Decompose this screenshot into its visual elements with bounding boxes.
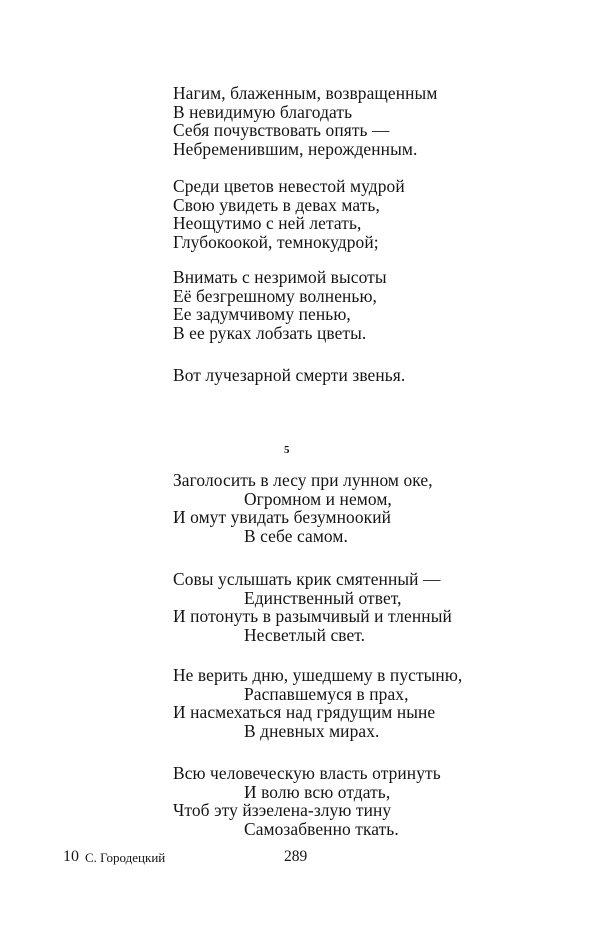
poem-line: Всю человеческую власть отринуть [173,763,441,783]
poem-line: Самозабвенно ткать. [244,818,399,839]
section-number: 5 [284,444,290,456]
poem-line: Совы услышать крик смятенный — [173,569,441,589]
poem-line: В ее руках лобзать цветы. [173,322,367,343]
poem-line: Небременившим, нерожденным. [173,138,418,159]
page-footer [0,848,600,872]
poem-line: Глубокоокой, темнокудрой; [173,231,379,252]
signature-number: 10 [63,848,79,865]
poem-line: Вот лучезарной смерти звенья. [173,365,406,385]
poem-line: Чтоб эту йзэелена-злую тину [173,800,392,821]
stanza [173,366,405,385]
poem-line: В дневных мирах. [244,720,380,741]
poem-line: Несветлый свет. [244,624,366,645]
poem-line: И волю всю отдать, [244,781,391,802]
poem-line: И омут увидать безумноокий [173,507,392,528]
poem-line: В себе самом. [244,525,348,546]
poem-line: Внимать с незримой высоты [173,267,387,287]
stanza [173,471,433,545]
poem-line: Себя почувствовать опять — [173,120,390,141]
poem-line: Нагим, блаженным, возвращенным [173,83,438,103]
page-number: 289 [284,848,308,865]
stanza [173,666,462,740]
signature-name: С. Городецкий [85,850,166,865]
poem-line: И насмехаться над грядущим ныне [173,702,436,723]
stanza [173,268,387,342]
poem-line: Распавшемуся в прах, [244,683,409,704]
poem-line: В невидимую благодать [173,101,353,122]
poem-line: Её безгрешному волненью, [173,285,378,306]
stanza [173,764,441,838]
stanza [173,570,452,644]
stanza [173,177,405,251]
poem-line: Среди цветов невестой мудрой [173,176,405,196]
poem-line: Ее задумчивому пенью, [173,304,351,325]
poem-line: Не верить дню, ушедшему в пустыню, [173,665,463,685]
poem-line: Единственный ответ, [244,587,402,608]
poem-line: Свою увидеть в девах мать, [173,194,380,215]
poem-line: Заголосить в лесу при лунном оке, [173,470,433,490]
poem-line: И потонуть в разымчивый и тленный [173,606,452,627]
stanza [173,84,437,158]
poem-line: Неощутимо с ней летать, [173,213,362,234]
poem-line: Огромном и немом, [244,488,392,509]
